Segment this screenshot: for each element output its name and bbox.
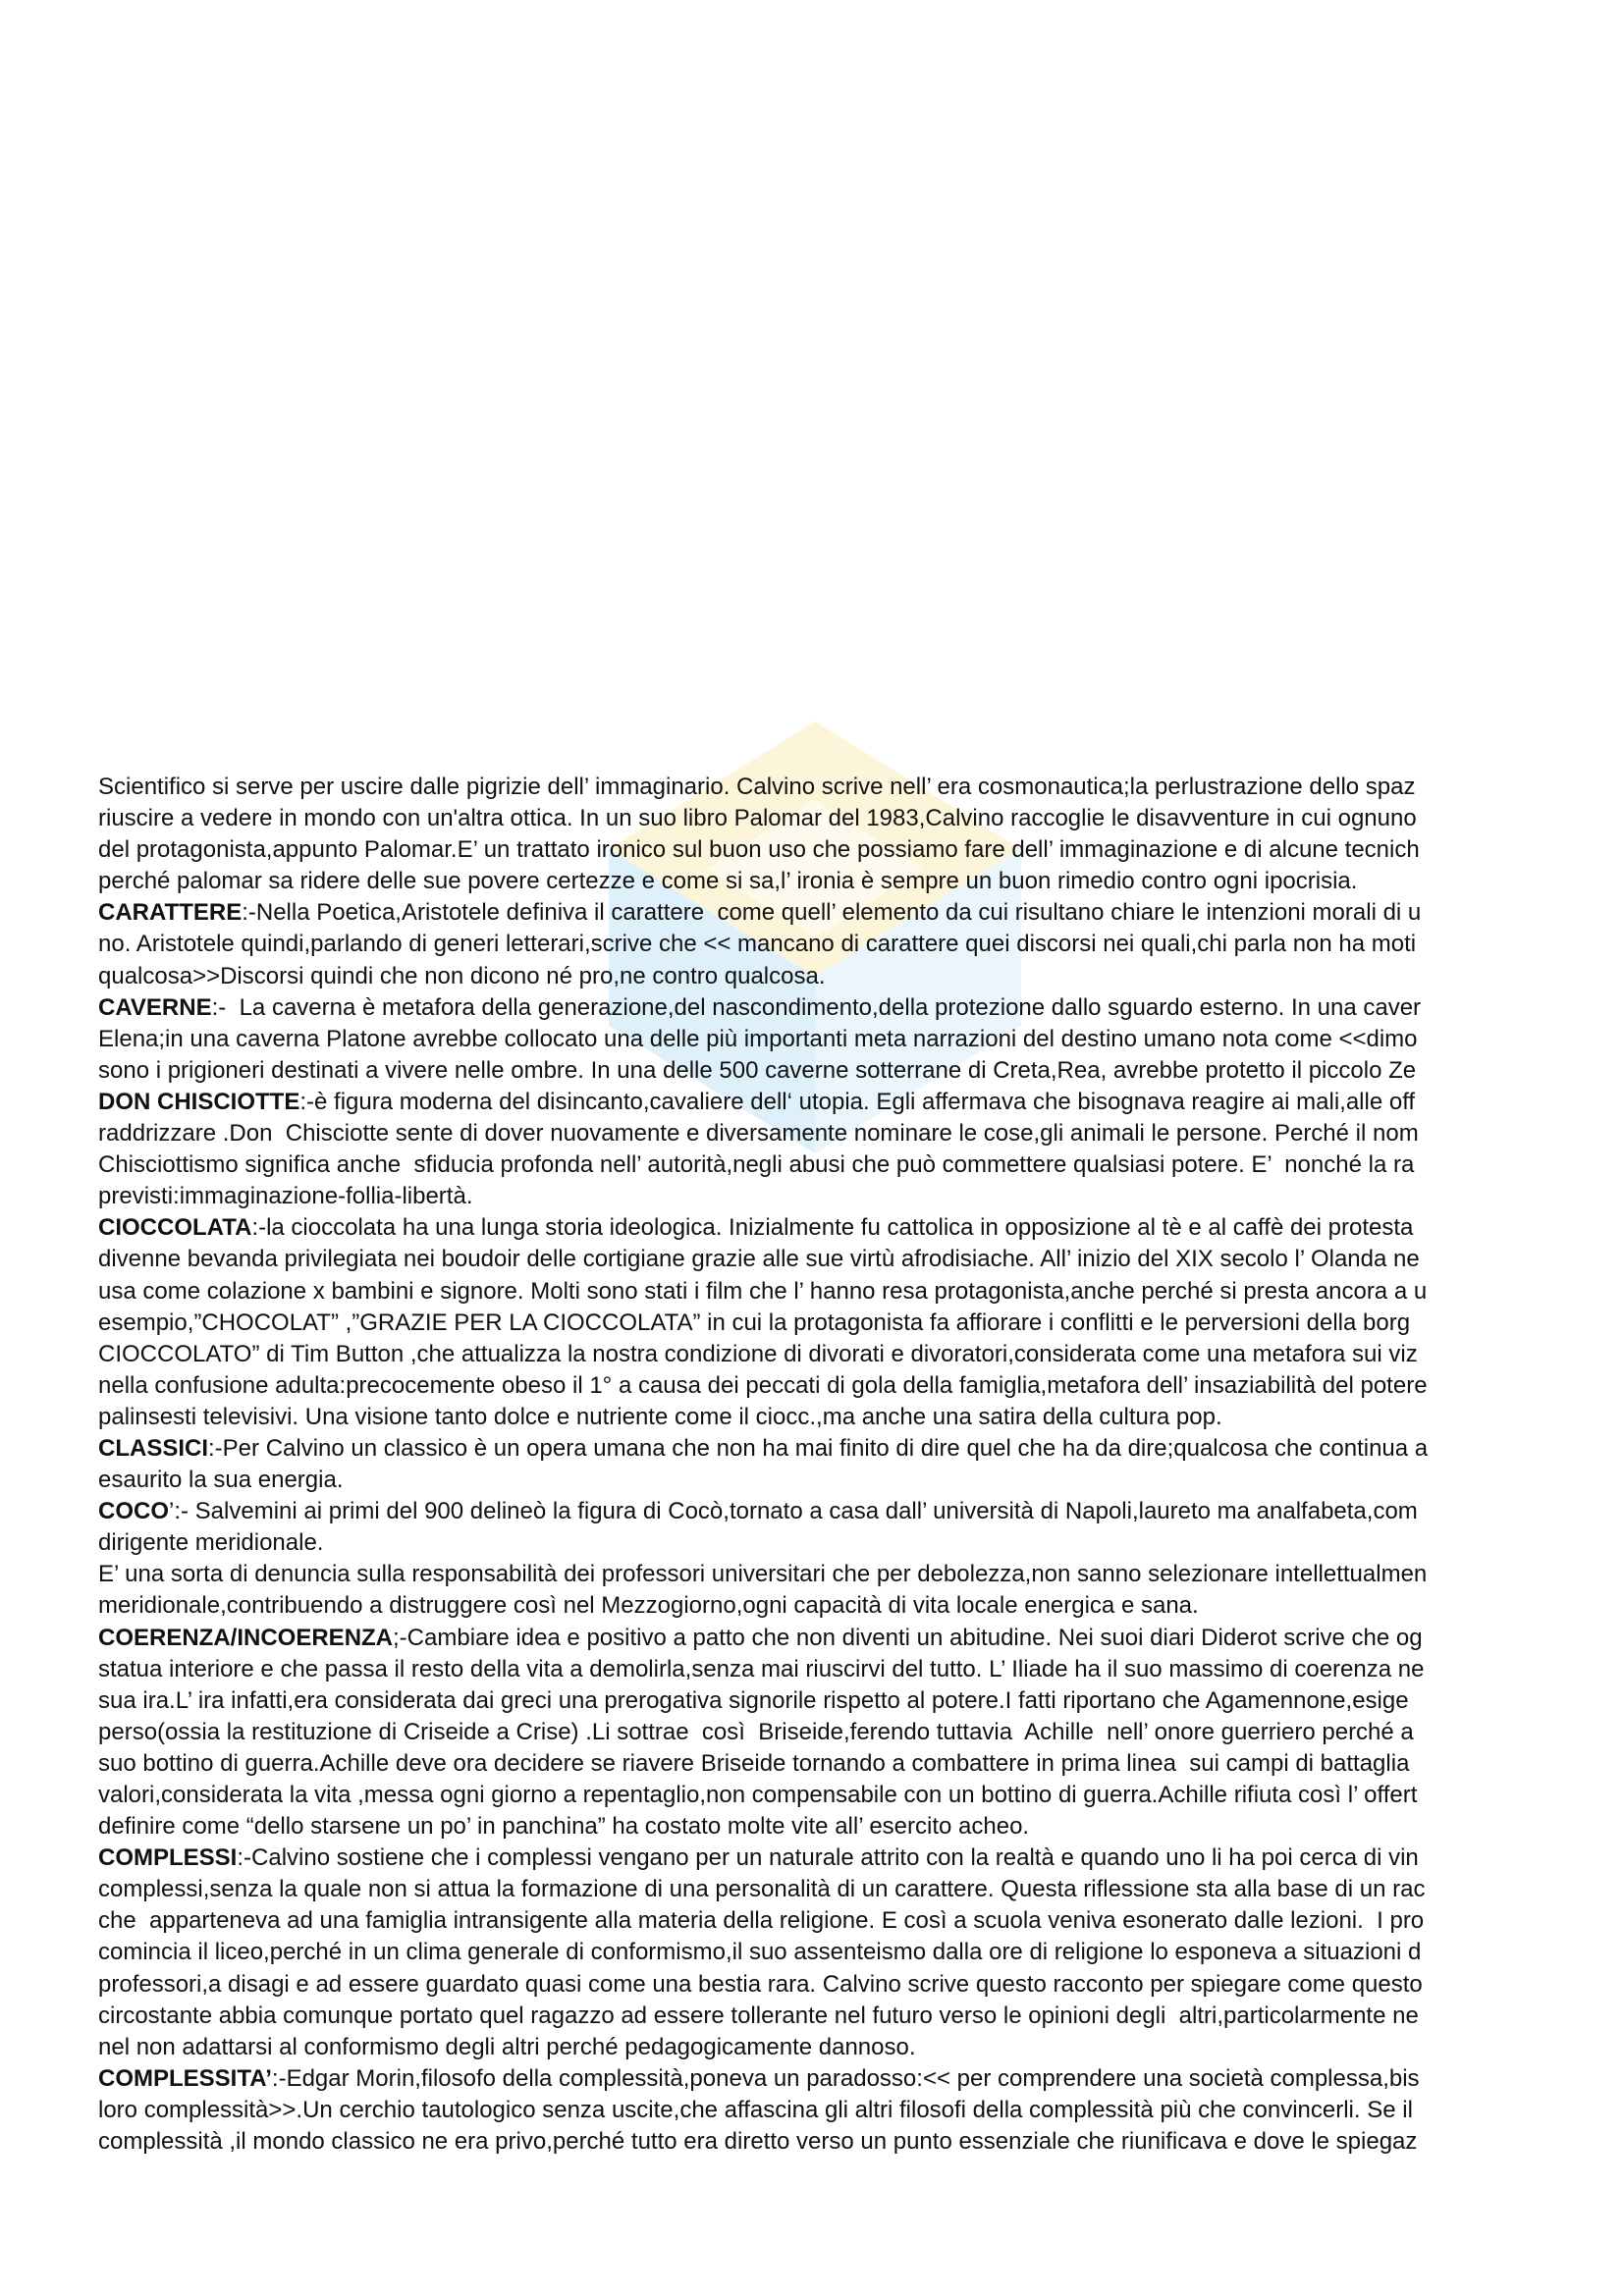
entry-heading: CIOCCOLATA bbox=[98, 1214, 252, 1242]
entry-text: :-Edgar Morin,filosofo della complessità,poneva un paradosso:<< per comprendere una società complessa,bis bbox=[271, 2064, 1420, 2092]
text-line: perso(ossia la restituzione di Criseide a Crise) .Li sottrae così Briseide,ferendo tuttavia Achille nell’ onore guerriero perché a bbox=[98, 1718, 1414, 1745]
entry-first-line bbox=[98, 992, 1624, 1024]
text-line: complessi,senza la quale non si attua la formazione di una personalità di un carattere. Questa riflessione sta alla base di un rac bbox=[98, 1876, 1426, 1903]
entry-heading: CAVERNE bbox=[98, 993, 212, 1021]
text-line: meridionale,contribuendo a distruggere così nel Mezzogiorno,ogni capacità di vita locale energica e sana. bbox=[98, 1592, 1199, 1620]
entry-text: ’:- Salvemini ai primi del 900 delineò la figura di Cocò,tornato a casa dall’ università di Napoli,laureto ma analfabeta,com bbox=[169, 1498, 1418, 1525]
entry-text: :-Nella Poetica,Aristotele definiva il carattere come quell’ elemento da cui risultano chiare le intenzioni morali di u bbox=[242, 899, 1422, 927]
entry-heading: COMPLESSITA’ bbox=[98, 2064, 272, 2092]
entry-text: :-Calvino sostiene che i complessi vengano per un naturale attrito con la realtà e quando uno li ha poi cerca di vin bbox=[237, 1844, 1419, 1872]
text-line: professori,a disagi e ad essere guardato quasi come una bestia rara. Calvino scrive questo racconto per spiegare come questo bbox=[98, 1970, 1423, 1998]
entry-text: :-la cioccolata ha una lunga storia ideologica. Inizialmente fu cattolica in opposizione al tè e al caffè dei protesta bbox=[251, 1214, 1414, 1242]
entry-first-line bbox=[98, 1496, 1624, 1527]
entry-heading: DON CHISCIOTTE bbox=[98, 1088, 300, 1115]
text-line: CIOCCOLATO” di Tim Button ,che attualizza la nostra condizione di divorati e divoratori,considerata come una metafora sui viz bbox=[98, 1340, 1418, 1367]
text-line: usa come colazione x bambini e signore. Molti sono stati i film che l’ hanno resa protagonista,anche perché si presta ancora a u bbox=[98, 1277, 1428, 1305]
text-line: Chisciottismo significa anche sfiducia profonda nell’ autorità,negli abusi che può commettere qualsiasi potere. E’ nonché la ra bbox=[98, 1151, 1415, 1179]
entry-text: ;-Cambiare idea e positivo a patto che non diventi un abitudine. Nei suoi diari Diderot scrive che og bbox=[393, 1624, 1423, 1651]
text-line: esempio,”CHOCOLAT” ,”GRAZIE PER LA CIOCCOLATA” in cui la protagonista fa affiorare i conflitti e le perversioni della borg bbox=[98, 1308, 1411, 1336]
text-line: E’ una sorta di denuncia sulla responsabilità dei professori universitari che per debolezza,non sanno selezionare intellettualmen bbox=[98, 1561, 1428, 1588]
text-line: definire come “dello starsene un po’ in panchina” ha costato molte vite all’ esercito acheo. bbox=[98, 1813, 1030, 1841]
text-line: sua ira.L’ ira infatti,era considerata dai greci una prerogativa signorile rispetto al potere.I fatti riportano che Agamennone,esige bbox=[98, 1686, 1409, 1714]
text-line: complessità ,il mondo classico ne era privo,perché tutto era diretto verso un punto essenziale che riunificava e dove le spiegaz bbox=[98, 2128, 1418, 2156]
text-line: Elena;in una caverna Platone avrebbe collocato una delle più importanti meta narrazioni del destino umano nota come <<dimo bbox=[98, 1025, 1418, 1052]
entry-heading: COERENZA/INCOERENZA bbox=[98, 1624, 394, 1651]
text-line: loro complessità>>.Un cerchio tautologico senza uscite,che affascina gli altri filosofi della complessità più che convincerli. Se il bbox=[98, 2096, 1413, 2123]
text-line: no. Aristotele quindi,parlando di generi letterari,scrive che << mancano di carattere quei discorsi nei quali,chi parla non ha moti bbox=[98, 931, 1417, 958]
entry-text: :-è figura moderna del disincanto,cavaliere dell‘ utopia. Egli affermava che bisognava reagire ai mali,alle off bbox=[299, 1088, 1416, 1115]
text-line: raddrizzare .Don Chisciotte sente di dover nuovamente e diversamente nominare le cose,gli animali le persone. Perché il nom bbox=[98, 1120, 1419, 1148]
text-line: qualcosa>>Discorsi quindi che non dicono né pro,ne contro qualcosa. bbox=[98, 962, 826, 989]
entry-first-line bbox=[98, 1623, 1624, 1654]
entry-first-line bbox=[98, 1842, 1624, 1874]
entry-text: :- La caverna è metafora della generazione,del nascondimento,della protezione dallo sguardo esterno. In una caver bbox=[211, 993, 1422, 1021]
text-line: palinsesti televisivi. Una visione tanto dolce e nutriente come il ciocc.,ma anche una satira della cultura pop. bbox=[98, 1403, 1222, 1430]
entry-heading: COMPLESSI bbox=[98, 1844, 238, 1872]
entry-first-line bbox=[98, 2063, 1624, 2095]
text-line: perché palomar sa ridere delle sue povere certezze e come si sa,l’ ironia è sempre un buon rimedio contro ogni ipocrisia. bbox=[98, 868, 1358, 895]
entry-heading: CARATTERE bbox=[98, 899, 243, 927]
document-body bbox=[98, 772, 1624, 2158]
text-line: che apparteneva ad una famiglia intransigente alla materia della religione. E così a scuola veniva esonerato dalle lezioni. I pro bbox=[98, 1907, 1425, 1935]
text-line: circostante abbia comunque portato quel ragazzo ad essere tollerante nel futuro verso le opinioni degli altri,particolarmente ne bbox=[98, 2002, 1419, 2029]
text-line: nel non adattarsi al conformismo degli altri perché pedagogicamente dannoso. bbox=[98, 2033, 916, 2060]
text-line: divenne bevanda privilegiata nei boudoir delle cortigiane grazie alle sue virtù afrodisiache. All’ inizio del XIX secolo l’ Olanda ne bbox=[98, 1246, 1420, 1273]
entry-first-line bbox=[98, 1087, 1624, 1118]
entry-first-line bbox=[98, 897, 1624, 929]
text-line: esaurito la sua energia. bbox=[98, 1467, 344, 1494]
text-line: Scientifico si serve per uscire dalle pigrizie dell’ immaginario. Calvino scrive nell’ era cosmonautica;la perlustrazione dello spaz bbox=[98, 774, 1416, 800]
text-line: dirigente meridionale. bbox=[98, 1529, 324, 1557]
entry-first-line bbox=[98, 1433, 1624, 1465]
entry-heading: CLASSICI bbox=[98, 1434, 209, 1462]
entry-text: :-Per Calvino un classico è un opera umana che non ha mai finito di dire quel che ha da dire;qualcosa che continua a bbox=[208, 1434, 1429, 1462]
text-line: sono i prigioneri destinati a vivere nelle ombre. In una delle 500 caverne sotterrane di Creta,Rea, avrebbe protetto il piccolo Ze bbox=[98, 1056, 1417, 1084]
text-line: valori,considerata la vita ,messa ogni giorno a repentaglio,non compensabile con un bottino di guerra.Achille rifiuta così l’ offert bbox=[98, 1782, 1418, 1808]
entry-heading: COCO bbox=[98, 1498, 169, 1525]
text-line: del protagonista,appunto Palomar.E’ un trattato ironico sul buon uso che possiamo fare dell’ immaginazione e di alcune tecnich bbox=[98, 836, 1420, 864]
text-line: nella confusione adulta:precocemente obeso il 1° a causa dei peccati di gola della famiglia,metafora dell’ insaziabilità del potere bbox=[98, 1371, 1428, 1399]
text-line: comincia il liceo,perché in un clima generale di conformismo,il suo assenteismo dalla ore di religione lo esponeva a situazioni d bbox=[98, 1939, 1422, 1966]
entry-first-line bbox=[98, 1212, 1624, 1244]
text-line: previsti:immaginazione-follia-libertà. bbox=[98, 1183, 473, 1210]
text-line: suo bottino di guerra.Achille deve ora decidere se riavere Briseide tornando a combattere in prima linea sui campi di battaglia bbox=[98, 1749, 1410, 1777]
text-line: riuscire a vedere in mondo con un'altra ottica. In un suo libro Palomar del 1983,Calvino raccoglie le disavventure in cui ognuno bbox=[98, 805, 1417, 832]
text-line: statua interiore e che passa il resto della vita a demolirla,senza mai riuscirvi del tutto. L’ Iliade ha il suo massimo di coerenza ne bbox=[98, 1655, 1425, 1682]
